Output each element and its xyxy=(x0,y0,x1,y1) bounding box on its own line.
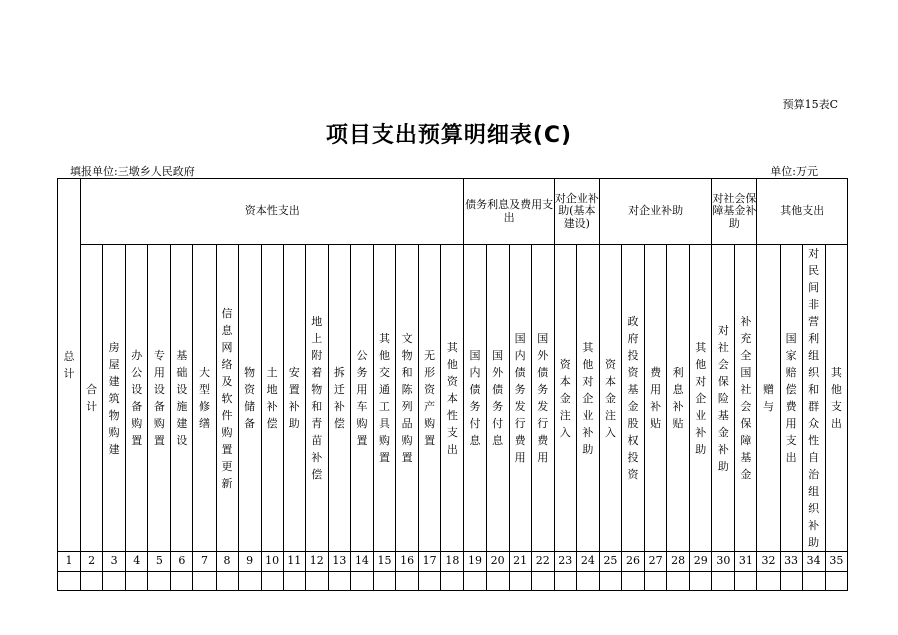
data-cell xyxy=(148,572,171,591)
col-number: 6 xyxy=(171,552,193,572)
group-social: 对社会保障基金补助 xyxy=(712,179,757,245)
data-cell xyxy=(216,572,238,591)
col-header: 其他支出 xyxy=(825,245,847,552)
col-header: 安置补助 xyxy=(283,245,305,552)
data-cell xyxy=(396,572,419,591)
data-cell xyxy=(690,572,712,591)
col-number: 15 xyxy=(373,552,395,572)
data-cell xyxy=(645,572,667,591)
col-number: 34 xyxy=(802,552,825,572)
data-cell xyxy=(441,572,464,591)
data-cell xyxy=(328,572,350,591)
data-cell xyxy=(509,572,531,591)
col-header: 对民间非营利组织和群众性自治组织补助 xyxy=(802,245,825,552)
col-header: 赠与 xyxy=(757,245,780,552)
col-header: 资本金注入 xyxy=(599,245,621,552)
data-cell xyxy=(193,572,216,591)
data-cell xyxy=(825,572,847,591)
page-title: 项目支出预算明细表(C) xyxy=(325,123,573,148)
col-header: 补充全国社会保障基金 xyxy=(735,245,757,552)
col-header: 其他对企业补助 xyxy=(690,245,712,552)
col-header: 利息补贴 xyxy=(667,245,690,552)
col-number: 16 xyxy=(396,552,419,572)
col-number: 8 xyxy=(216,552,238,572)
col-header: 土地补偿 xyxy=(261,245,283,552)
col-header: 无形资产购置 xyxy=(419,245,441,552)
col-header: 国家赔偿费用支出 xyxy=(780,245,802,552)
group-enterprise: 对企业补助 xyxy=(599,179,711,245)
col-number: 14 xyxy=(350,552,373,572)
col-header: 地上附着物和青苗补偿 xyxy=(305,245,328,552)
data-cell xyxy=(667,572,690,591)
col-header: 拆迁补偿 xyxy=(328,245,350,552)
col-header: 费用补贴 xyxy=(645,245,667,552)
data-cell xyxy=(712,572,735,591)
col-header: 合计 xyxy=(81,245,103,552)
col-number: 12 xyxy=(305,552,328,572)
col-number: 9 xyxy=(238,552,261,572)
data-cell xyxy=(735,572,757,591)
data-cell xyxy=(171,572,193,591)
col-header: 资本金注入 xyxy=(554,245,576,552)
col-number: 20 xyxy=(486,552,509,572)
col-number: 35 xyxy=(825,552,847,572)
col-number: 32 xyxy=(757,552,780,572)
budget-table xyxy=(57,178,848,591)
col-header: 国外债务发行费用 xyxy=(531,245,554,552)
data-cell xyxy=(81,572,103,591)
col-header: 房屋建筑物购建 xyxy=(103,245,126,552)
col-header: 大型修缮 xyxy=(193,245,216,552)
col-number: 13 xyxy=(328,552,350,572)
col-header: 国内债务发行费用 xyxy=(509,245,531,552)
col-number: 4 xyxy=(126,552,148,572)
data-cell xyxy=(58,572,81,591)
col-header: 专用设备购置 xyxy=(148,245,171,552)
data-cell xyxy=(757,572,780,591)
col-number: 11 xyxy=(283,552,305,572)
data-cell xyxy=(419,572,441,591)
money-unit: 单位:万元 xyxy=(770,165,818,178)
col-total: 总计 xyxy=(58,179,81,552)
column-header-row xyxy=(58,245,848,552)
group-other: 其他支出 xyxy=(757,179,848,245)
col-header: 其他交通工具购置 xyxy=(373,245,395,552)
col-number: 10 xyxy=(261,552,283,572)
col-number: 26 xyxy=(621,552,644,572)
col-header: 公务用车购置 xyxy=(350,245,373,552)
col-number: 22 xyxy=(531,552,554,572)
col-header: 政府投资基金股权投资 xyxy=(621,245,644,552)
col-header: 国内债务付息 xyxy=(464,245,486,552)
data-cell xyxy=(305,572,328,591)
col-header: 国外债务付息 xyxy=(486,245,509,552)
group-capital: 资本性支出 xyxy=(81,179,464,245)
data-cell xyxy=(802,572,825,591)
data-cell xyxy=(576,572,599,591)
column-number-row xyxy=(58,552,848,572)
col-number: 21 xyxy=(509,552,531,572)
col-header: 对社会保险基金补助 xyxy=(712,245,735,552)
col-number: 5 xyxy=(148,552,171,572)
data-cell xyxy=(464,572,486,591)
data-cell xyxy=(554,572,576,591)
data-cell xyxy=(126,572,148,591)
col-number: 29 xyxy=(690,552,712,572)
col-header: 办公设备购置 xyxy=(126,245,148,552)
col-header: 其他资本性支出 xyxy=(441,245,464,552)
col-header: 信息网络及软件购置更新 xyxy=(216,245,238,552)
col-number: 19 xyxy=(464,552,486,572)
data-cell xyxy=(103,572,126,591)
col-header: 基础设施建设 xyxy=(171,245,193,552)
col-number: 1 xyxy=(58,552,81,572)
col-number: 24 xyxy=(576,552,599,572)
col-number: 2 xyxy=(81,552,103,572)
data-cell xyxy=(599,572,621,591)
form-code: 预算15表C xyxy=(782,98,838,111)
group-header-row xyxy=(58,179,848,245)
table-row xyxy=(58,572,848,591)
col-number: 30 xyxy=(712,552,735,572)
col-number: 27 xyxy=(645,552,667,572)
data-cell xyxy=(238,572,261,591)
data-cell xyxy=(350,572,373,591)
group-enterprise-capital: 对企业补助(基本建设) xyxy=(554,179,599,245)
col-header: 文物和陈列品购置 xyxy=(396,245,419,552)
data-cell xyxy=(283,572,305,591)
col-number: 23 xyxy=(554,552,576,572)
col-number: 7 xyxy=(193,552,216,572)
group-debt: 债务利息及费用支出 xyxy=(464,179,554,245)
col-number: 25 xyxy=(599,552,621,572)
col-number: 3 xyxy=(103,552,126,572)
data-cell xyxy=(373,572,395,591)
col-header: 物资储备 xyxy=(238,245,261,552)
col-number: 31 xyxy=(735,552,757,572)
fill-unit: 填报单位:三墩乡人民政府 xyxy=(70,165,195,178)
data-cell xyxy=(621,572,644,591)
data-cell xyxy=(531,572,554,591)
col-number: 18 xyxy=(441,552,464,572)
col-number: 17 xyxy=(419,552,441,572)
data-cell xyxy=(261,572,283,591)
col-number: 33 xyxy=(780,552,802,572)
data-cell xyxy=(780,572,802,591)
col-number: 28 xyxy=(667,552,690,572)
col-header: 其他对企业补助 xyxy=(576,245,599,552)
data-cell xyxy=(486,572,509,591)
